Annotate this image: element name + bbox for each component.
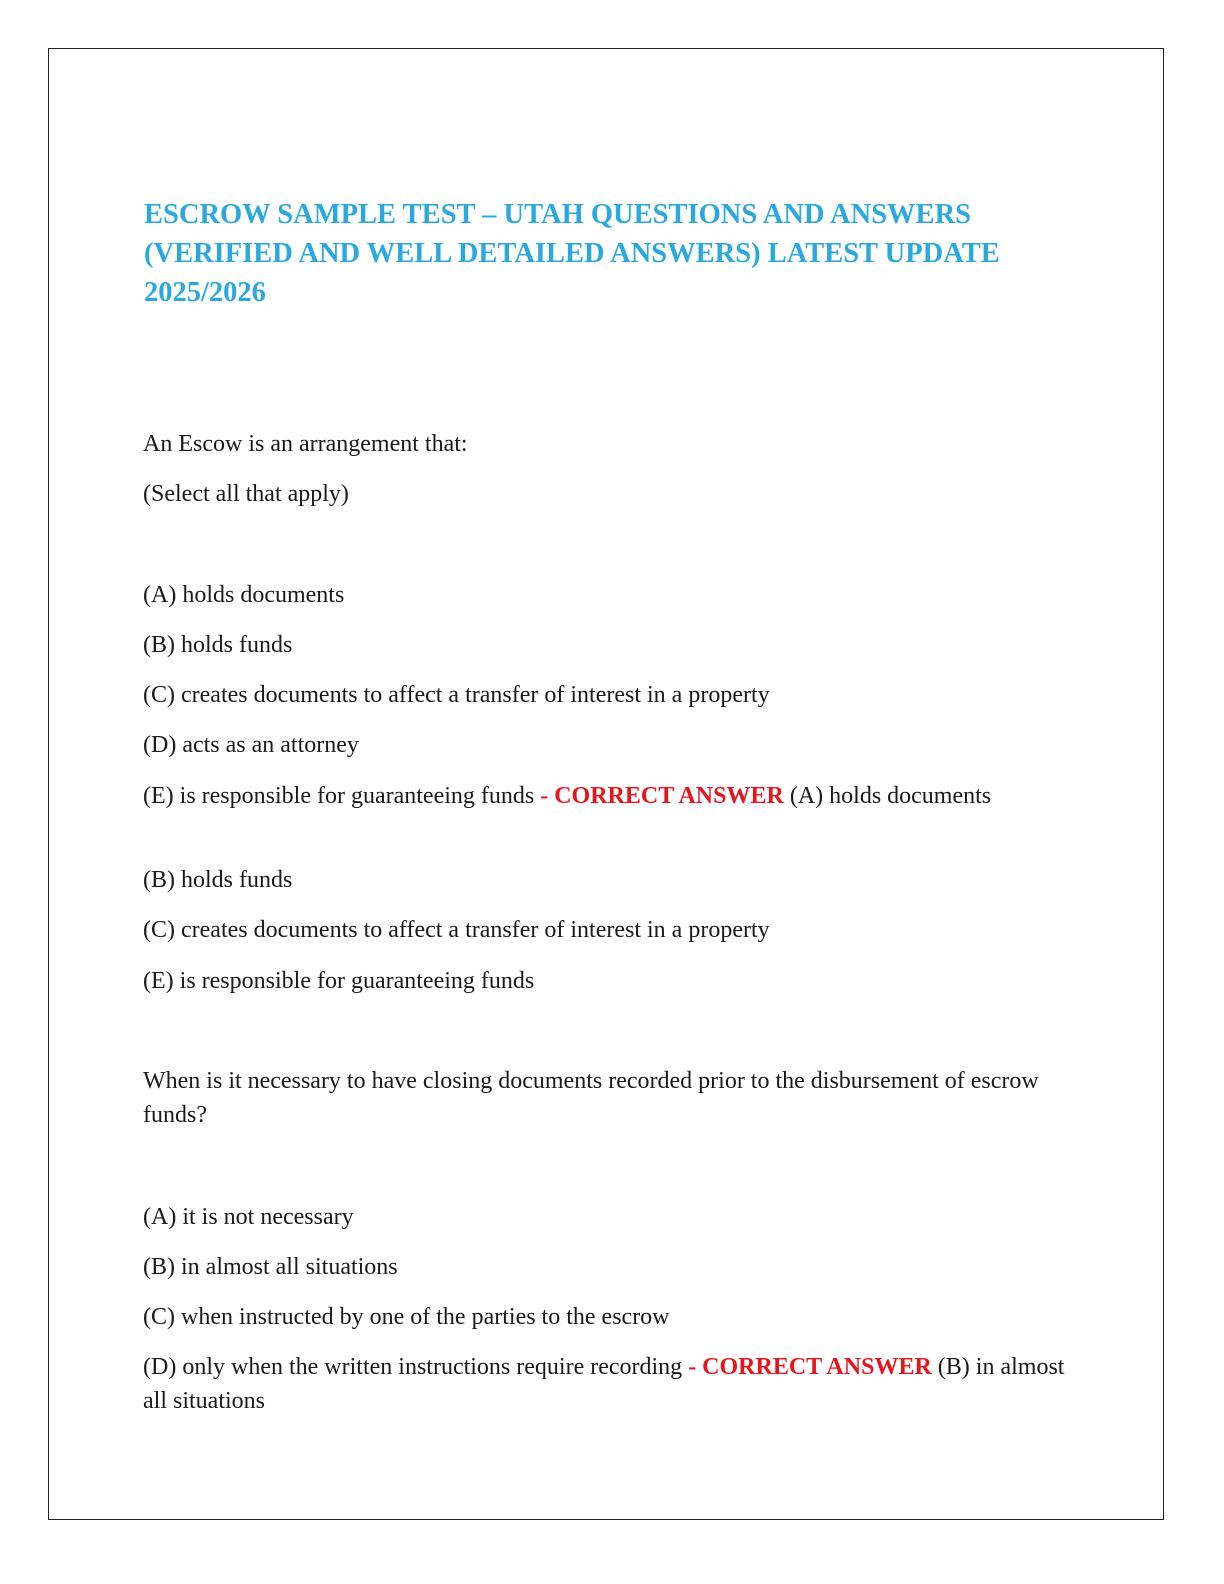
document-title: ESCROW SAMPLE TEST – UTAH QUESTIONS AND ANSWERS (VERIFIED AND WELL DETAILED ANSWERS) LATEST UPDATE 2025/2026 (144, 199, 1000, 308)
question-1-answer-c: (C) creates documents to affect a transfer of interest in a property (143, 917, 770, 943)
question-1-instruction: (Select all that apply) (143, 481, 349, 507)
question-1-option-c: (C) creates documents to affect a transfer of interest in a property (143, 682, 770, 708)
question-1-option-b: (B) holds funds (143, 632, 293, 658)
question-1-option-d: (D) acts as an attorney (143, 732, 359, 758)
question-2-option-c: (C) when instructed by one of the parties to the escrow (143, 1304, 670, 1330)
question-2-answer: (B) in almost all situations (143, 1354, 1065, 1414)
question-1-option-e-with-answer (143, 779, 1078, 813)
question-1-answer-e: (E) is responsible for guaranteeing funds (143, 968, 535, 994)
question-1-answer-b: (B) holds funds (143, 867, 293, 893)
question-1-option-a: (A) holds documents (143, 582, 345, 608)
correct-answer-marker: - CORRECT ANSWER (688, 1354, 932, 1380)
question-2-option-d-with-answer (143, 1350, 1078, 1418)
question-1-option-e: (E) is responsible for guaranteeing funds (143, 783, 535, 809)
question-2-option-b: (B) in almost all situations (143, 1254, 398, 1280)
question-2-prompt: When is it necessary to have closing documents recorded prior to the disbursement of escrow funds? (143, 1068, 1039, 1128)
question-1-prompt: An Escow is an arrangement that: (143, 431, 468, 457)
question-2-option-d: (D) only when the written instructions require recording (143, 1354, 683, 1380)
question-2-option-a: (A) it is not necessary (143, 1204, 354, 1230)
question-1-answer-a: (A) holds documents (789, 783, 992, 809)
correct-answer-marker: - CORRECT ANSWER (540, 783, 784, 809)
